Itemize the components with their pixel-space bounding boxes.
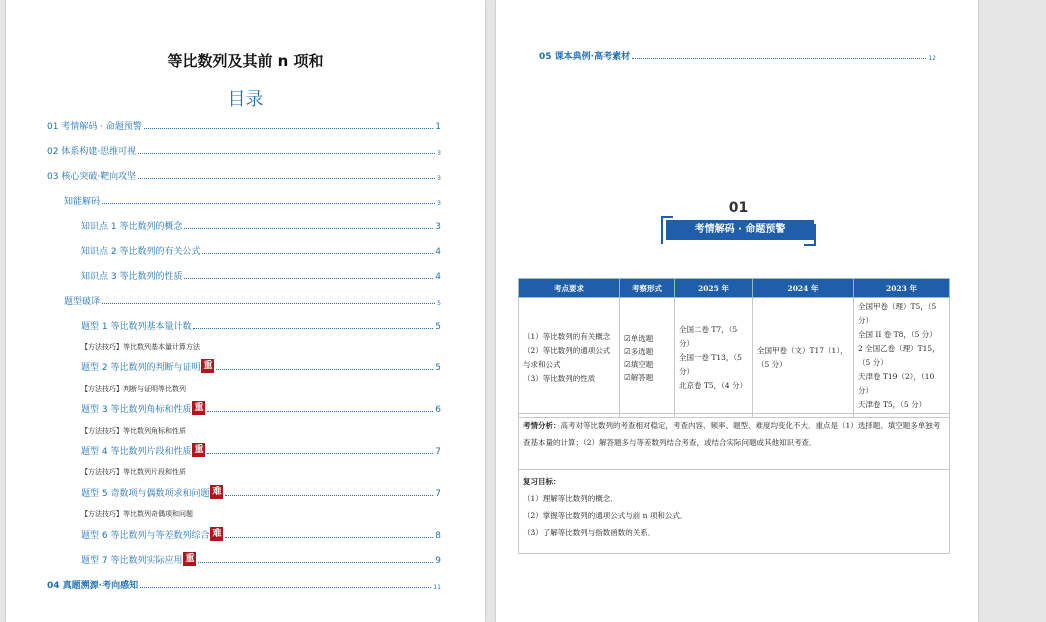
analysis-block: 考情分析：高考对等比数列的考查相对稳定，考查内容、频率、题型、难度均变化不大．重点是（1）选择题、填空题多单独考查基本量的计算；（2）解答题多与等差数列结合考查，或结合实际问题或其他知识考查． <box>518 413 950 470</box>
document-title: 等比数列及其前 n 项和 <box>167 52 324 70</box>
table-header-row <box>519 279 950 298</box>
toc-entry-type6[interactable]: 题型 6 等比数列与等差数列综合 难 8 <box>81 529 441 541</box>
toc-entry-kp3[interactable]: 知识点 3 等比数列的性质 4 <box>81 272 441 282</box>
toc-entry-types[interactable]: 题型破译 5 <box>64 297 441 307</box>
table-header: 考点要求 <box>519 279 620 298</box>
method-tip-5: 【方法技巧】等比数列奇偶项和问题 <box>81 510 193 518</box>
method-tip-1: 【方法技巧】等比数列基本量计算方法 <box>81 343 200 351</box>
method-tip-2: 【方法技巧】判断与证明等比数列 <box>81 385 186 393</box>
table-row <box>519 298 950 418</box>
section-number: 01 <box>728 200 749 216</box>
toc-heading: 目录 <box>227 89 264 110</box>
toc-entry-type2[interactable]: 题型 2 等比数列的判断与证明 重 5 <box>81 361 441 373</box>
year-2024-cell: 全国甲卷（文）T17（1），（5 分） <box>753 298 854 418</box>
key-badge: 重 <box>185 554 195 564</box>
key-badge: 重 <box>194 403 204 413</box>
toc-entry-05[interactable]: 05 课本典例·高考素材 12 <box>539 52 936 62</box>
method-tip-4: 【方法技巧】等比数列片段和性质 <box>81 468 186 476</box>
requirements-cell: （1）等比数列的有关概念 （2）等比数列的通项公式与求和公式 （3）等比数列的性质 <box>519 298 620 418</box>
key-badge: 重 <box>194 445 204 455</box>
table-header: 2025 年 <box>675 279 753 298</box>
table-header: 2024 年 <box>753 279 854 298</box>
toc-entry-type3[interactable]: 题型 3 等比数列角标和性质 重 6 <box>81 403 441 415</box>
table-header: 2023 年 <box>854 279 950 298</box>
key-badge: 重 <box>203 361 213 371</box>
year-2025-cell: 全国二卷 T7，（5 分） 全国一卷 T13，（5 分） 北京卷 T5，（4 分） <box>675 298 753 418</box>
toc-entry-knowledge[interactable]: 知能解码 3 <box>64 197 441 207</box>
method-tip-3: 【方法技巧】等比数列角标和性质 <box>81 427 186 435</box>
toc-entry-type5[interactable]: 题型 5 奇数项与偶数项求和问题 难 7 <box>81 487 441 499</box>
toc-entry-type4[interactable]: 题型 4 等比数列片段和性质 重 7 <box>81 445 441 457</box>
toc-entry-kp1[interactable]: 知识点 1 等比数列的概念 3 <box>81 222 441 232</box>
hard-badge: 难 <box>212 529 222 539</box>
section-title: 考情解码 · 命题预警 <box>666 220 814 240</box>
toc-entry-type7[interactable]: 题型 7 等比数列实际应用 重 9 <box>81 554 441 566</box>
goals-block: 复习目标： （1）理解等比数列的概念． （2）掌握等比数列的通项公式与前 n 项和公式． （3）了解等比数列与指数函数的关系． <box>518 469 950 554</box>
exam-table <box>518 278 950 418</box>
page-1 <box>6 0 485 622</box>
toc-entry-03[interactable]: 03 核心突破·靶向攻坚 3 <box>47 172 441 182</box>
toc-entry-type1[interactable]: 题型 1 等比数列基本量计数 5 <box>81 322 441 332</box>
toc-entry-04[interactable]: 04 真题溯源·考向感知 11 <box>47 581 441 591</box>
hard-badge: 难 <box>212 487 222 497</box>
forms-cell: ☑单选题 ☑多选题 ☑填空题 ☑解答题 <box>620 298 675 418</box>
section-banner <box>661 200 816 248</box>
year-2023-cell: 全国甲卷（理）T5，（5 分） 全国 II 卷 T8，（5 分） 2 全国乙卷（理）T15，（5 分） 天津卷 T19（2），（10 分） 天津卷 T5，（5 分） <box>854 298 950 418</box>
table-header: 考察形式 <box>620 279 675 298</box>
toc-entry-01[interactable]: 01 考情解码 · 命题预警 1 <box>47 122 441 132</box>
page-2 <box>496 0 978 622</box>
toc-entry-kp2[interactable]: 知识点 2 等比数列的有关公式 4 <box>81 247 441 257</box>
toc-entry-02[interactable]: 02 体系构建·思维可视 3 <box>47 147 441 157</box>
